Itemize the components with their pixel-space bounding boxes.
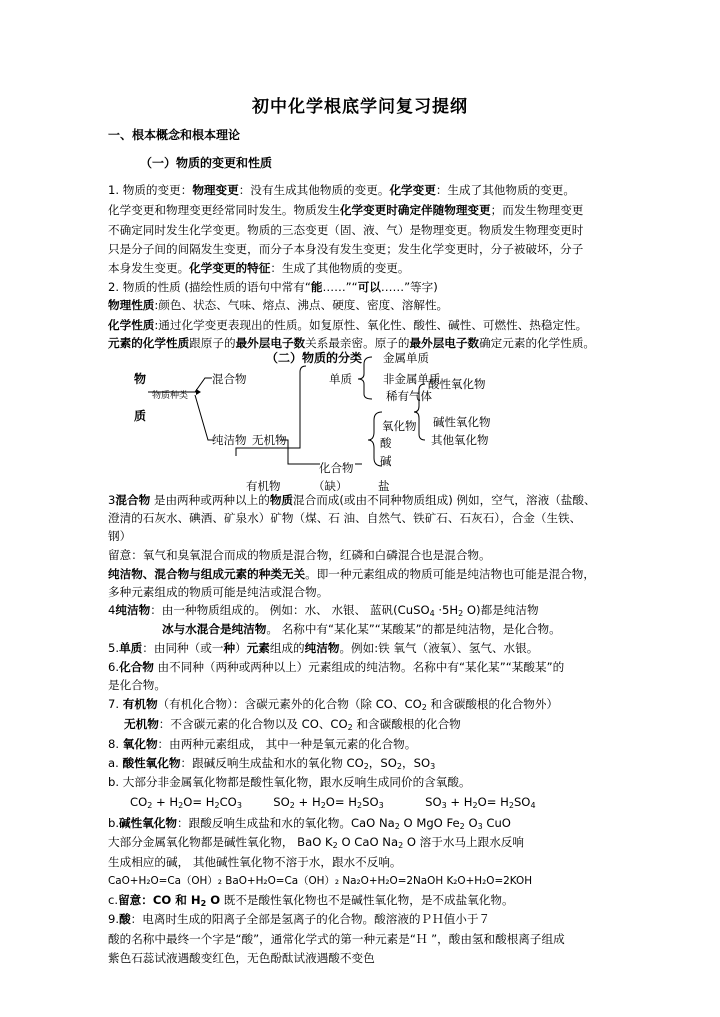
section-heading: 一、根本概念和根本理论 bbox=[108, 128, 241, 142]
diagram-label: 稀有气体 bbox=[386, 389, 432, 403]
paragraph-line: 无机物：不含碳元素的化合物以及 CO、CO2 和含碳酸根的化合物 bbox=[124, 717, 461, 732]
subsection-heading: （一）物质的变更和性质 bbox=[140, 156, 273, 170]
paragraph-line: 钢） bbox=[108, 529, 132, 543]
paragraph-line: 9.酸：电离时生成的阳离子全部是氢离子的化合物。酸溶液的ＰＨ值小于７ bbox=[108, 912, 491, 926]
brace bbox=[358, 357, 372, 399]
paragraph-line: 冰与水混合是纯洁物。 名称中有“某化某”“某酸某”的都是纯洁物，是化合物。 bbox=[162, 622, 561, 636]
equation-line: CaO+H₂O=Ca（OH）₂ BaO+H₂O=Ca（OH）₂ Na₂O+H₂O=2NaOH K₂O+H₂O=2KOH bbox=[108, 875, 533, 887]
connector-line bbox=[236, 440, 300, 456]
diagram-label: 混合物 bbox=[212, 372, 247, 386]
paragraph-line: 化学性质:通过化学变更表现出的性质。如复原性、氧化性、酸性、碱性、可燃性、热稳定性。 bbox=[108, 318, 588, 332]
diagram-label: 酸 bbox=[380, 436, 392, 450]
connector-line bbox=[300, 366, 306, 440]
equation-line: CO2 + H2O= H2CO3 SO2 + H2O= H2SO3 SO3 + H2O= H2SO4 bbox=[130, 795, 536, 810]
diagram-label: 单质 bbox=[329, 372, 352, 386]
connector-line bbox=[195, 378, 212, 392]
brace bbox=[414, 384, 425, 440]
diagram-label: 有机物 bbox=[246, 479, 281, 493]
diagram-label: 酸性氧化物 bbox=[428, 377, 486, 391]
paragraph-line: 只是分子间的间隔发生变更，而分子本身没有发生变更；发生化学变更时，分子被破坏，分子 bbox=[108, 242, 584, 256]
paragraph-line: 2. 物质的性质 (描绘性质的语句中常有“能……”“可以……”等字) bbox=[108, 280, 438, 294]
paragraph-line: b.碱性氧化物：跟酸反响生成盐和水的氧化物。CaO Na2 O MgO Fe2 O3 CuO bbox=[108, 816, 511, 831]
paragraph-line: 7. 有机物（有机化合物）：含碳元素外的化合物（除 CO、CO2 和含碳酸根的化合物外） bbox=[108, 697, 559, 712]
diagram-label: 物质种类 bbox=[152, 391, 189, 401]
paragraph-line: 5.单质：由同种（或一种）元素组成的纯洁物。例如:铁 氧气（液氧）、氢气、水银。 bbox=[108, 641, 539, 655]
paragraph-line: 紫色石蕊试液遇酸变红色，无色酚酞试液遇酸不变色 bbox=[108, 951, 375, 965]
paragraph-line: c.留意：CO 和 H2 O 既不是酸性氧化物也不是碱性氧化物，是不成盐氧化物。 bbox=[108, 893, 514, 908]
paragraph-line: 6.化合物 由不同种（两种或两种以上）元素组成的纯洁物。名称中有“某化某”“某酸某”的 bbox=[108, 660, 565, 674]
paragraph-line: a. 酸性氧化物：跟碱反响生成盐和水的氧化物 CO2，SO2，SO3 bbox=[108, 756, 436, 771]
page-title: 初中化学根底学问复习提纲 bbox=[252, 97, 468, 117]
connector-line bbox=[280, 440, 320, 464]
paragraph-line: b. 大部分非金属氧化物都是酸性氧化物，跟水反响生成同价的含氧酸。 bbox=[108, 775, 471, 789]
paragraph-line: 8. 氧化物：由两种元素组成， 其中一种是氧元素的化合物。 bbox=[108, 737, 417, 751]
diagram-label: 碱性氧化物 bbox=[433, 415, 491, 429]
diagram-label: 碱 bbox=[380, 454, 392, 468]
paragraph-line: 化学变更和物理变更经常同时发生。物质发生化学变更时确定伴随物理变更；而发生物理变更 bbox=[108, 203, 584, 217]
paragraph-line: 多种元素组成的物质可能是纯洁或混合物。 bbox=[108, 585, 329, 599]
paragraph-line: 本身发生变更。化学变更的特征：生成了其他物质的变更。 bbox=[108, 261, 410, 275]
diagram-label: （缺） bbox=[313, 479, 348, 493]
paragraph-line: 生成相应的碱， 其他碱性氧化物不溶于水，跟水不反响。 bbox=[108, 855, 402, 869]
diagram-label: 盐 bbox=[378, 479, 390, 493]
paragraph-line: 留意：氧气和臭氧混合而成的物质是混合物，红磷和白磷混合也是混合物。 bbox=[108, 548, 491, 562]
connector-line bbox=[195, 395, 214, 440]
paragraph-line: 是化合物。 bbox=[108, 678, 166, 692]
paragraph-line: 纯洁物、混合物与组成元素的种类无关。即一种元素组成的物质可能是纯洁物也可能是混合物， bbox=[108, 567, 595, 581]
paragraph-line: 澄清的石灰水、碘酒、矿泉水）矿物（煤、石 油、自然气、铁矿石、石灰石），合金（生铁、 bbox=[108, 511, 582, 525]
diagram-label: 质 bbox=[134, 409, 147, 423]
paragraph-line: 酸的名称中最终一个字是“酸”，通常化学式的第一种元素是“Ｈ ”，酸由氢和酸根离子组成 bbox=[108, 932, 565, 946]
paragraph-line: 物理性质:颜色、状态、气味、熔点、沸点、硬度、密度、溶解性。 bbox=[108, 298, 449, 312]
paragraph-line: 3混合物 是由两种或两种以上的物质混合而成(或由不同种物质组成) 例如，空气，溶液（盐酸、 bbox=[108, 493, 596, 507]
brace bbox=[368, 412, 382, 466]
diagram-label: 氧化物 bbox=[382, 419, 417, 433]
paragraph-line: 元素的化学性质跟原子的最外层电子数关系最亲密。原子的最外层电子数确定元素的化学性质。 bbox=[108, 336, 596, 350]
diagram-label: 金属单质 bbox=[383, 351, 429, 365]
paragraph-line: 大部分金属氧化物都是碱性氧化物， BaO K2 O CaO Na2 O 溶于水马上跟水反响 bbox=[108, 835, 524, 850]
diagram-label: 纯洁物 bbox=[212, 433, 247, 447]
diagram-label: 非金属单质 bbox=[383, 372, 441, 386]
diagram-label: 其他氧化物 bbox=[431, 433, 489, 447]
diagram-label: 化合物 bbox=[319, 461, 354, 475]
paragraph-line: 4纯洁物：由一种物质组成的。 例如：水、 水银、 蓝矾(CuSO4 ·5H2 O)都是纯洁物 bbox=[108, 603, 539, 618]
arrow-head-icon bbox=[196, 389, 201, 395]
paragraph-line: 不确定同时发生化学变更。物质的三态变更（固、液、气）是物理变更。物质发生物理变更时 bbox=[108, 223, 584, 237]
paragraph-line: 1. 物质的变更：物理变更：没有生成其他物质的变更。化学变更：生成了其他物质的变更。 bbox=[108, 183, 575, 197]
diagram-label: 无机物 bbox=[252, 433, 287, 447]
diagram-label: 物 bbox=[134, 372, 147, 386]
subsection-heading: （二）物质的分类 bbox=[266, 351, 363, 365]
